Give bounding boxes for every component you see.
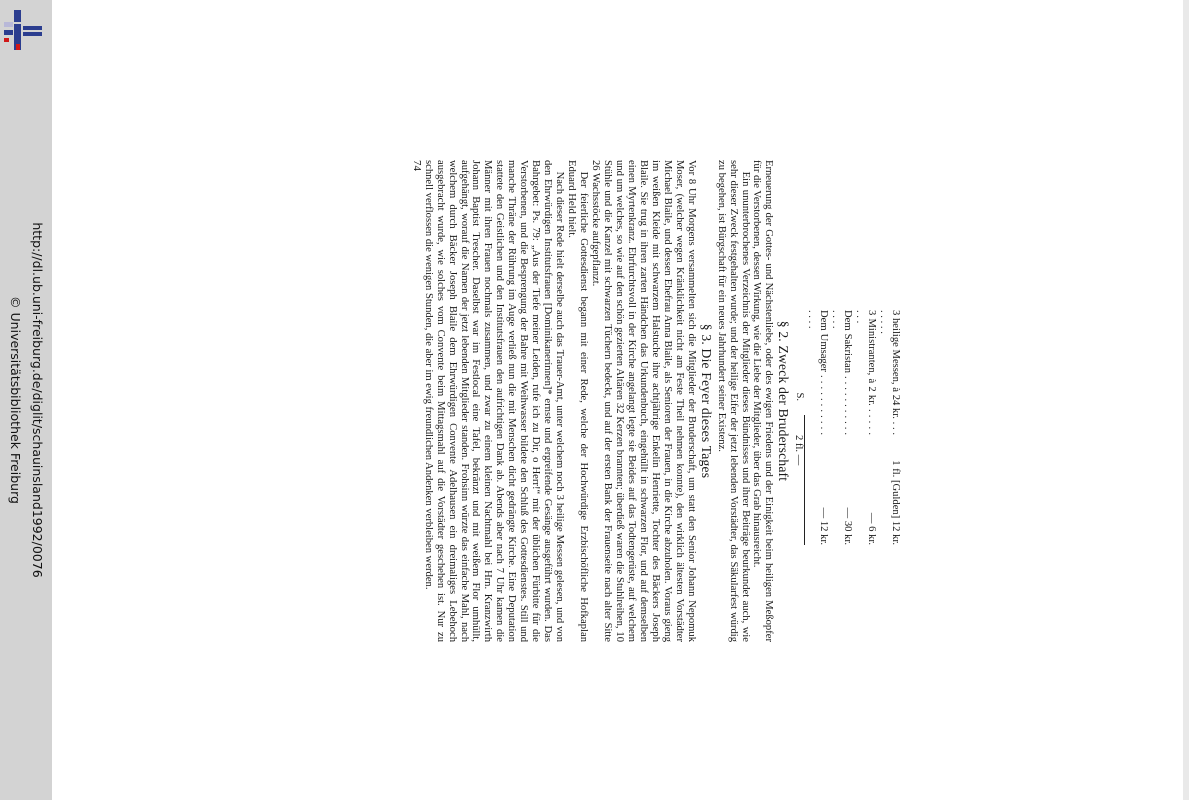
paragraph: Der feierliche Gottesdienst begann mit einer Rede, welche der Hochwürdige Erzbischöfliche Hofkaplan Eduard Held hielt. xyxy=(566,160,590,642)
cost-label: 3 Ministranten, à 2 kr. . . . . . . . . xyxy=(854,310,878,435)
paragraph: Erneuerung der Gottes- und Nächstenliebe, oder des ewigen Friedens und der Einigkeit beim heiligen Meßopfer für die Verstorbenen, dessen Wirkung, wie die Liebe der Mitglieder, über das Grab hinausreicht. xyxy=(751,160,775,642)
cost-amount: — 12 kr. xyxy=(818,507,830,545)
cost-row xyxy=(877,310,901,545)
cost-amount: — 30 kr. xyxy=(842,507,854,545)
cost-amount: 1 fl. [Gulden] 12 kr. xyxy=(890,460,901,545)
viewer-sidebar xyxy=(0,0,52,800)
page-content xyxy=(227,160,901,642)
cost-label: 3 heilige Messen, à 24 kr. . . . . . . . . xyxy=(878,310,901,435)
document-page xyxy=(227,160,901,642)
section-heading: § 2. Zweck der Bruderschaft xyxy=(776,320,792,482)
paragraph: Vor 8 Uhr Morgens versammelten sich die Mitglieder der Bruderschaft, um statt den Senior Johann Nepomuk Moser, (welcher wegen Kränklichkeit nicht am Feste Theil nehmen konnte), den wirklich ältesten Vorstädter Michael Blaile, und dessen Ehefrau Anna Blaile, als Senioren der Frauen, in die Kirche abzuholen. Voraus gieng im weißen Kleide mit schwarzem Halstuche ihre achtjährige Enkelin Henriette, Tochter des Bäckers Joseph Blaile. Sie trug in ihren zarten Händchen das Urkundenbuch, eingehüllt in schwarzen Flor, und auf demselben einen Myrtenkranz. Ehrfurchtsvoll in der Kirche angelangt legte sie Beides auf das Todtengerüste, auf welchem und um welches, so wie auf den schön gezierten Altären 32 Kerzen brannten; überdieß waren die Stuhlreihen, 10 Stühle und die Kanzel mit schwarzen Tüchern bedeckt, und auf der ersten Bank der Frauenseite nach alter Sitte 26 Wachsstöcke aufgepflanzt. xyxy=(590,160,697,642)
cost-row xyxy=(829,310,853,545)
sum-label: S. xyxy=(794,392,806,401)
scrollbar[interactable] xyxy=(1183,0,1189,800)
cost-row xyxy=(853,310,877,545)
section-heading: § 3. Die Feyer dieses Tages xyxy=(698,323,714,479)
cost-table xyxy=(792,310,901,545)
sum-amount: 2 fl. — xyxy=(792,415,805,545)
university-library-logo[interactable] xyxy=(2,8,44,52)
document-url[interactable]: http://dl.ub.uni-freiburg.de/diglit/schauinsland1992/0076 xyxy=(30,222,45,578)
copyright-notice: © Universitätsbibliothek Freiburg xyxy=(8,296,23,504)
cost-sum-row xyxy=(792,310,805,545)
paragraph: Ein ununterbrochenes Verzeichnis der Mitglieder dieses Bündnisses und ihrer Beiträge beurkundet auch, wie sehr dieser Zweck festgehalten wurde; und der heilige Eifer der jetzt lebenden Vorstädter, das Säkularfest würdig zu begehen, ist Bürgschaft für ein neues Jahrhundert seiner Existenz. xyxy=(715,160,751,642)
sidebar-caption xyxy=(4,222,48,577)
paragraph: Nach dieser Rede hielt derselbe auch das Trauer-Amt, unter welchem noch 3 heilige Messen gelesen, und von den Ehrwürdigen Institutsfrauen [Dominikanerinnen]* ernste und ergreifende Gesänge ausgeführt wurden. Das Bahrgebet: Ps. 79: „Aus der Tiefe meiner Leiden, rufe ich zu Dir, o Herr!“ mit der üblichen Fürbitte für die Verstorbenen, und die Besprengung der Bahre mit Weihwasser bildete den Schluß des Gottesdienstes. Still und manche Thräne der Rührung im Auge verließ nun die mit Menschen dicht gedrängte Kirche. Eine Deputation stattete den Geistlichen und den Institutsfrauen den aufrichtigen Dank ab. Abends aber nach 7 Uhr kamen die Männer mit ihren Frauen nochmals zusammen, und zwar zu einem kleinen Nachtmahl bei Hrn. Kranzwirth Johann Baptist Trescher. Daselbst war im Festlocal eine Tafel, bekränzt und mit weißem Flor umhüllt, aufgehängt, worauf die Namen der jetzt lebenden Mitglieder standen. Frohsinn würzte das einfache Mahl, nach welchem durch Bäcker Joseph Blaile dem Ehrwürdigen Convente Adelhausen ein dreimaliges Lebehoch ausgebracht wurde, wie solches vom Convente beim Mittagsmahl auf die Vorstädter geschehen ist. Nur zu schnell verflossen die wenigen Stunden, die aber im ewig freundlichen Andenken verbleiben werden. xyxy=(422,160,566,642)
cost-label: Dem Sakristan . . . . . . . . . . . . . . . xyxy=(830,310,854,435)
cost-label: Dem Umsager . . . . . . . . . . . . . . . xyxy=(806,310,830,435)
cost-row xyxy=(805,310,829,545)
page-number: 74 xyxy=(410,160,423,171)
cost-amount: — 6 kr. xyxy=(866,512,878,545)
